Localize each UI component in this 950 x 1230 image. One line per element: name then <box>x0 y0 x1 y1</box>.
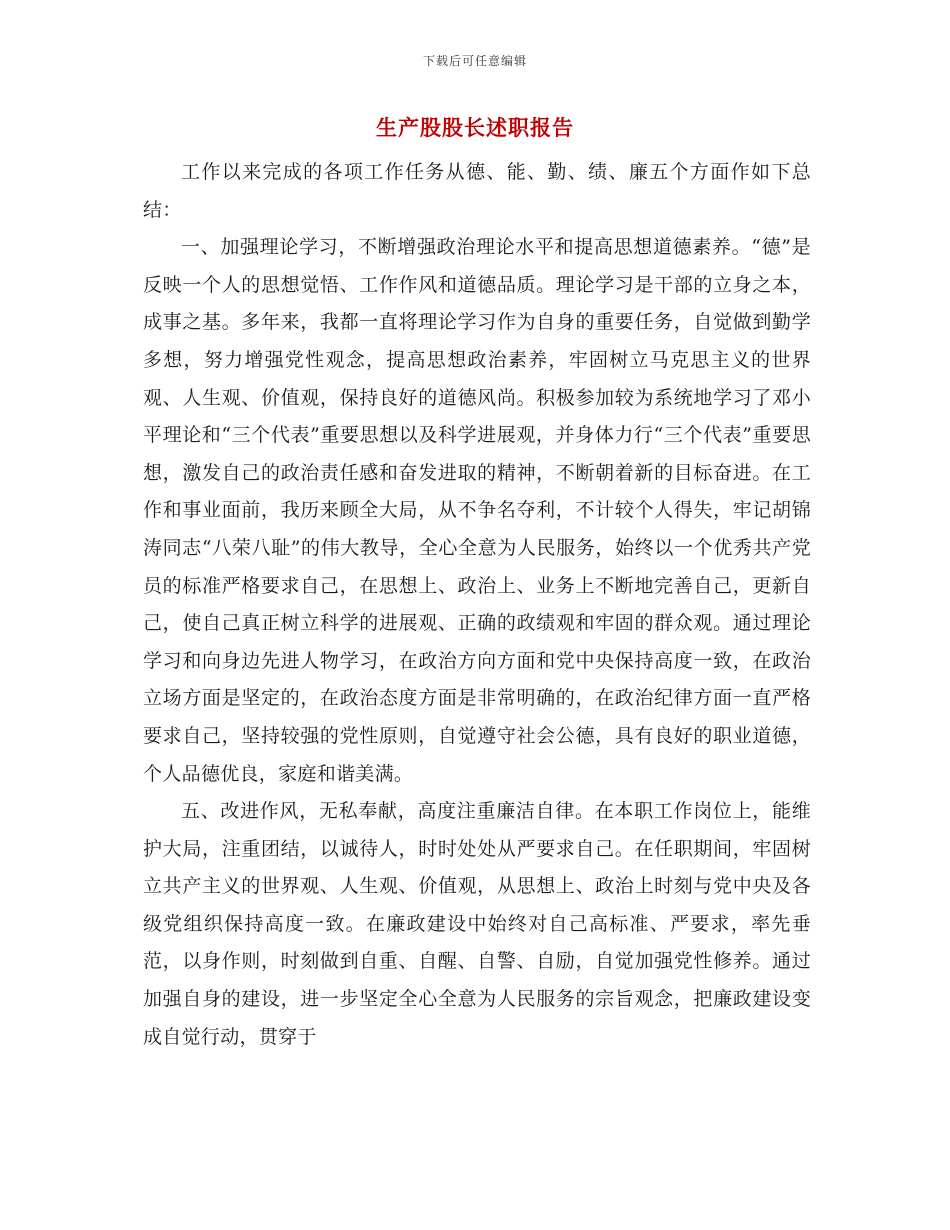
paragraph-work-style: 五、改进作风，无私奉献，高度注重廉洁自律。在本职工作岗位上，能维护大局，注重团结，以诚待人，时时处处从严要求自己。在任职期间，牢固树立共产主义的世界观、人生观、价值观，从思想上、政治上时刻与党中央及各级党组织保持高度一致。在廉政建设中始终对自己高标准、严要求，率先垂范，以身作则，时刻做到自重、自醒、自警、自励，自觉加强党性修养。通过加强自身的建设，进一步坚定全心全意为人民服务的宗旨观念，把廉政建设变成自觉行动，贯穿于 <box>143 800 811 1048</box>
header-note: 下载后可任意编辑 <box>422 54 527 68</box>
document-title: 生产股股长述职报告 <box>376 115 574 140</box>
paragraph-intro: 工作以来完成的各项工作任务从德、能、勤、绩、廉五个方面作如下总结： <box>143 161 811 221</box>
paragraph-theory-study: 一、加强理论学习，不断增强政治理论水平和提高思想道德素养。“德”是反映一个人的思想觉悟、工作作风和道德品质。理论学习是干部的立身之本，成事之基。多年来，我都一直将理论学习作为自身的重要任务，自觉做到勤学多想，努力增强党性观念，提高思想政治素养，牢固树立马克思主义的世界观、人生观、价值观，保持良好的道德风尚。积极参加较为系统地学习了邓小平理论和“三个代表”重要思想以及科学进展观，并身体力行“三个代表”重要思想，激发自己的政治责任感和奋发进取的精神，不断朝着新的目标奋进。在工作和事业面前，我历来顾全大局，从不争名夺利，不计较个人得失，牢记胡锦涛同志“八荣八耻”的伟大教导，全心全意为人民服务，始终以一个优秀共产党员的标准严格要求自己，在思想上、政治上、业务上不断地完善自己，更新自己，使自己真正树立科学的进展观、正确的政绩观和牢固的群众观。通过理论学习和向身边先进人物学习，在政治方向方面和党中央保持高度一致，在政治立场方面是坚定的，在政治态度方面是非常明确的，在政治纪律方面一直严格要求自己，坚持较强的党性原则，自觉遵守社会公德，具有良好的职业道德，个人品德优良，家庭和谐美满。 <box>143 236 811 785</box>
document-body <box>143 154 811 1056</box>
